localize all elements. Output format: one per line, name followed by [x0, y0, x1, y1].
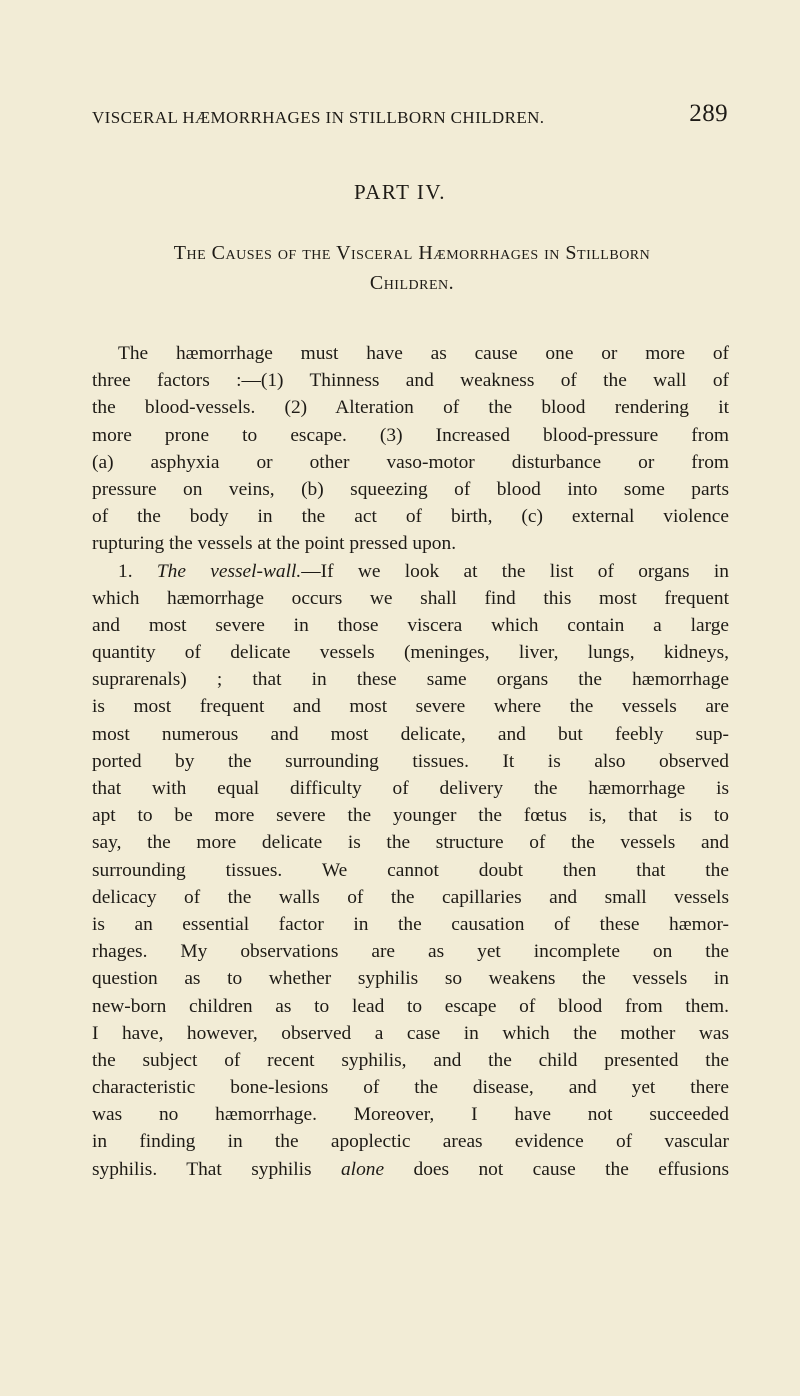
text-line: ported by the surrounding tissues. It is also observed — [92, 750, 729, 772]
section-title — [92, 238, 732, 298]
text-line: (a) asphyxia or other vaso-motor disturbance or from — [92, 451, 729, 473]
section-title-line-1: The Causes of the Visceral Hæmorrhages in Stillborn — [173, 242, 651, 264]
text-line: delicacy of the walls of the capillaries and small vessels — [92, 886, 729, 908]
text-line: was no hæmorrhage. Moreover, I have not succeeded — [92, 1104, 729, 1126]
text-run: syphilis. That syphilis — [92, 1158, 341, 1180]
emphasis: alone — [340, 1158, 385, 1180]
text-line: rhages. My observations are as yet incomplete on the — [92, 941, 729, 963]
text-run: does not cause the effusions — [384, 1158, 729, 1180]
text-line: which hæmorrhage occurs we shall find this most frequent — [92, 587, 729, 609]
text-line: suprarenals) ; that in these same organs the hæmorrhage — [92, 669, 729, 691]
text-line: surrounding tissues. We cannot doubt then that the — [92, 859, 729, 881]
text-line: more prone to escape. (3) Increased blood-pressure from — [92, 424, 729, 446]
text-line: in finding in the apoplectic areas evidence of vascular — [92, 1131, 729, 1153]
text-line: say, the more delicate is the structure of the vessels and — [92, 832, 729, 854]
text-line: is an essential factor in the causation of these hæmor- — [92, 913, 729, 935]
text-run: —If we look at the list of organs in — [301, 560, 729, 582]
text-line: three factors :—(1) Thinness and weakness of the wall of — [92, 370, 729, 392]
text-line: and most severe in those viscera which contain a large — [92, 614, 729, 636]
text-line: new-born children as to lead to escape of blood from them. — [92, 995, 729, 1017]
text-line: I have, however, observed a case in which the mother was — [92, 1022, 729, 1044]
subsection-title: The vessel-wall. — [156, 560, 302, 582]
text-line: rupturing the vessels at the point pressed upon. — [92, 533, 457, 555]
running-head-title: VISCERAL HÆMORRHAGES IN STILLBORN CHILDREN. — [92, 108, 545, 127]
section-title-line-2: Children. — [369, 272, 455, 294]
text-line: is most frequent and most severe where the vessels are — [92, 696, 729, 718]
text-line: apt to be more severe the younger the fœtus is, that is to — [92, 805, 729, 827]
text-line: that with equal difficulty of delivery the hæmorrhage is — [92, 778, 729, 799]
running-head — [92, 100, 728, 132]
text-line: question as to whether syphilis so weakens the vessels in — [92, 968, 729, 990]
text-line: pressure on veins, (b) squeezing of blood into some parts — [92, 478, 729, 500]
subsection-number: 1. — [118, 560, 133, 582]
page-number: 289 — [689, 100, 728, 127]
text-line-subsection — [92, 558, 729, 585]
text-line: quantity of delicate vessels (meninges, liver, lungs, kidneys, — [92, 642, 729, 664]
text-line: of the body in the act of birth, (c) external violence — [92, 506, 729, 528]
text-line: most numerous and most delicate, and but feebly sup- — [92, 723, 729, 745]
text-line: characteristic bone-lesions of the disease, and yet there — [92, 1077, 729, 1099]
part-heading: PART IV. — [353, 180, 447, 204]
text-line: the subject of recent syphilis, and the child presented the — [92, 1049, 729, 1071]
text-line: the blood-vessels. (2) Alteration of the blood rendering it — [92, 397, 729, 419]
text-line-last — [92, 1156, 729, 1183]
text-line: The hæmorrhage must have as cause one or more of — [118, 343, 729, 364]
body-text — [92, 340, 729, 1183]
